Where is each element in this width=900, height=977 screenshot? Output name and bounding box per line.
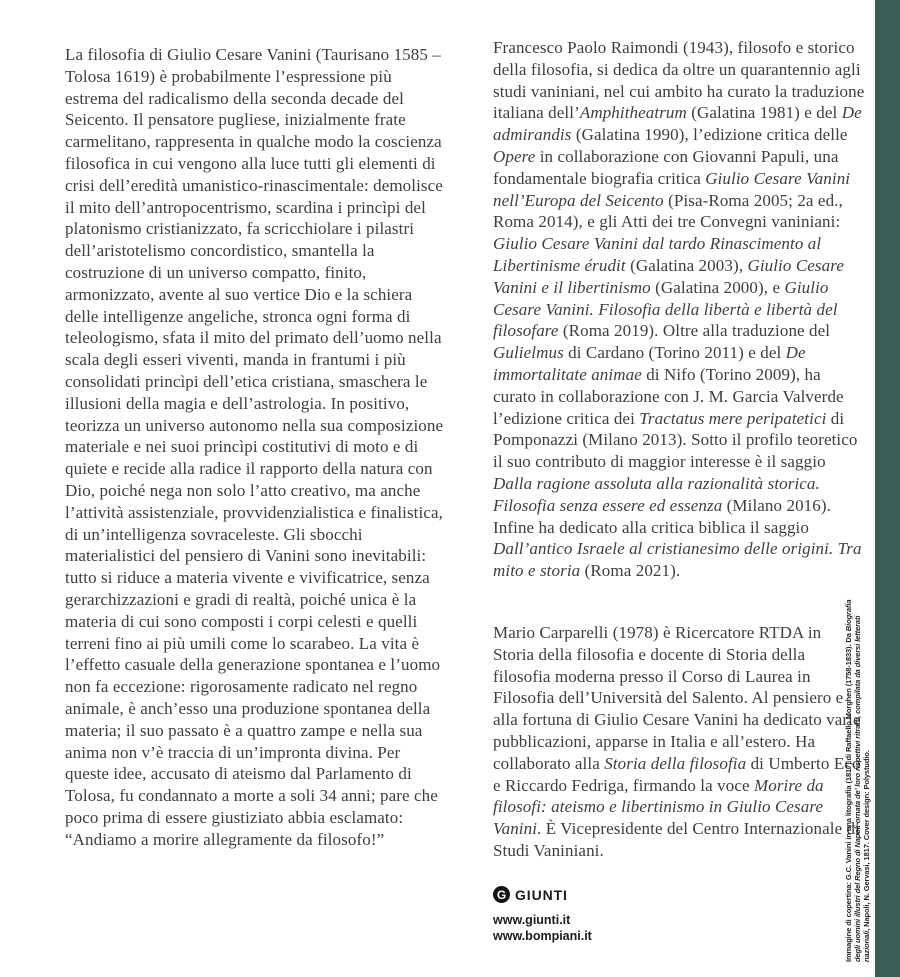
publisher-block (493, 886, 592, 944)
cover-credit-text: Immagine di copertina: G.C. Vanini in una litografia (1817) di Raffaello Morghen (1758-1833). Da Biografia degli uomini illustri del Regno di Napoli ornata de’ loro rispettivi ritratti, compilata da diversi letterati nazionali, Napoli, N. Gervasi, 1817. Cover design: Polystudio. (844, 599, 871, 962)
publisher-name: GIUNTI (515, 886, 568, 903)
cover-credit-caption (844, 598, 874, 962)
author-bio-raimondi: Francesco Paolo Raimondi (1943), filosofo e storico della filosofia, si dedica da oltre un quarantennio agli studi vaniniani, nel cui ambito ha curato la traduzione italiana dell’Amphitheatrum (Galatina 1981) e del De admirandis (Galatina 1990), l’edizione critica delle Opere in collaborazione con Giovanni Papuli, una fondamentale biografia critica Giulio Cesare Vanini nell’Europa del Seicento (Pisa-Roma 2005; 2a ed., Roma 2014), e gli Atti dei tre Convegni vaniniani: Giulio Cesare Vanini dal tardo Rinascimento al Libertinisme érudit (Galatina 2003), Giulio Cesare Vanini e il libertinismo (Galatina 2000), e Giulio Cesare Vanini. Filosofia della libertà e libertà del filosofare (Roma 2019). Oltre alla traduzione del Gulielmus di Cardano (Torino 2011) e del De immortalitate animae di Nifo (Torino 2009), ha curato in collaborazione con J. M. Garcia Valverde l’edizione critica dei Tractatus mere peripatetici di Pomponazzi (Milano 2013). Sotto il profilo teoretico il suo contributo di maggior interesse è il saggio Dalla ragione assoluta alla razionalità storica. Filosofia senza essere ed essenza (Milano 2016). Infine ha dedicato alla critica biblica il saggio Dall’antico Israele al cristianesimo delle origini. Tra mito e storia (Roma 2021). (493, 38, 865, 581)
left-column (65, 44, 447, 850)
book-description: La filosofia di Giulio Cesare Vanini (Taurisano 1585 – Tolosa 1619) è probabilmente l’espressione più estrema del radicalismo della seconda decade del Seicento. Il pensatore pugliese, inizialmente frate carmelitano, rappresenta in qualche modo la coscienza filosofica in cui vengono alla luce tutti gli elementi di crisi dell’eredità umanistico-rinascimentale: demolisce il mito dell’antropocentrismo, scardina i princìpi del platonismo cristianizzato, fa scricchiolare i pilastri dell’aristotelismo concordistico, smantella la costruzione di un universo compatto, finito, armonizzato, avente al suo vertice Dio e la schiera delle intelligenze angeliche, stronca ogni forma di teleologismo, sfata il mito del primato dell’uomo nella scala degli esseri viventi, manda in frantumi i più consolidati princìpi dell’etica cristiana, smaschera le illusioni della magia e dell’astrologia. In positivo, teorizza un universo autonomo nella sua composizione materiale e nei suoi princìpi costitutivi di moto e di quiete e recide alla radice il rapporto della natura con Dio, poiché nega non solo l’atto creativo, ma anche l’attività assistenziale, provvidenzialistica e finalistica, di un’intelligenza sovraceleste. Gli sbocchi materialistici del pensiero di Vanini sono inevitabili: tutto si riduce a materia vivente e vivificatrice, senza gerarchizzazioni e gradi di realtà, poiché unica è la materia di cui sono composti i corpi celesti e quelli terreni fino ai più umili come lo scarabeo. La vita è l’effetto casuale della generazione spontanea e l’uomo non fa eccezione: rigorosamente radicato nel regno animale, è anch’esso una produzione spontanea della materia; il suo passato è a quattro zampe e nella sua anima non v’è traccia di un’impronta divina. Per queste idee, accusato di ateismo dal Parlamento di Tolosa, fu condannato a morte a soli 34 anni; pare che poco prima di essere giustiziato abbia esclamato: “Andiamo a morire allegramente da filosofo!” (65, 45, 444, 849)
author-bio-carparelli: Mario Carparelli (1978) è Ricercatore RTDA in Storia della filosofia e docente di Storia della filosofia moderna presso il Corso di Laurea in Filosofia dell’Università del Salento. Al pensiero e alla fortuna di Giulio Cesare Vanini ha dedicato varie pubblicazioni, apparse in Italia e all’estero. Ha collaborato alla Storia della filosofia di Umberto Eco e Riccardo Fedriga, firmando la voce Morire da filosofi: ateismo e libertinismo in Giulio Cesare Vanini. È Vicepresidente del Centro Internazionale di Studi Vaniniani. (493, 622, 861, 860)
right-column (493, 37, 865, 862)
giunti-logo-letter: G (496, 887, 507, 902)
spine-color-strip (875, 0, 900, 977)
giunti-logo (493, 886, 592, 903)
bompiani-url: www.bompiani.it (493, 929, 592, 943)
giunti-logo-icon (493, 886, 510, 903)
giunti-url: www.giunti.it (493, 913, 571, 927)
publisher-urls (493, 912, 592, 944)
